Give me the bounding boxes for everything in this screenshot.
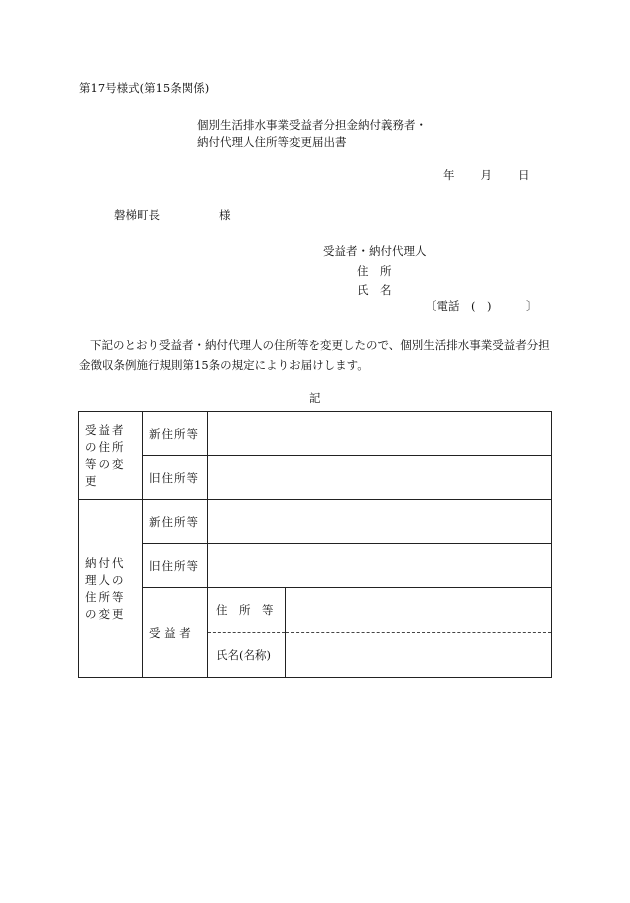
form-number: 第17号様式(第15条関係) [79,81,210,95]
agent-old-address-label: 旧住所等 [143,544,208,588]
beneficiary-old-address-label: 旧住所等 [143,456,208,500]
applicant-address-label: 住 所 [357,264,392,278]
date-day-label: 日 [518,168,530,182]
agent-section-label: 納付代理人の住所等の変更 [79,500,143,678]
addressee-name: 磐梯町長 [114,208,160,222]
agent-old-address-field[interactable] [208,544,552,588]
beneficiary-section-label: 受益者の住所等の変更 [79,412,143,500]
beneficiary-address-field[interactable] [286,588,552,633]
applicant-title: 受益者・納付代理人 [323,244,427,258]
beneficiary-name-field[interactable] [286,633,552,678]
ki-heading: 記 [309,391,321,405]
agent-beneficiary-details [208,588,552,678]
beneficiary-new-address-label: 新住所等 [143,412,208,456]
date-year-label: 年 [443,168,455,182]
change-details-table [78,411,552,678]
beneficiary-old-address-field[interactable] [208,456,552,500]
agent-beneficiary-label: 受 益 者 [143,588,208,678]
notification-body-text: 下記のとおり受益者・納付代理人の住所等を変更したので、個別生活排水事業受益者分担金徴収条例施行規則第15条の規定によりお届けします。 [79,338,550,372]
beneficiary-address-label: 住 所 等 [208,588,286,633]
date-month-label: 月 [480,168,492,182]
beneficiary-new-address-field[interactable] [208,412,552,456]
beneficiary-name-label: 氏名(名称) [208,633,286,678]
document-title-line1: 個別生活排水事業受益者分担金納付義務者・ [197,118,427,132]
applicant-phone-label: 〔電話 ( ) 〕 [425,299,538,313]
date-line [443,167,530,183]
beneficiary-subtable [208,588,551,677]
addressee-honorific: 様 [219,208,231,222]
agent-new-address-field[interactable] [208,500,552,544]
agent-new-address-label: 新住所等 [143,500,208,544]
applicant-name-label: 氏 名 [357,283,392,297]
document-title-line2: 納付代理人住所等変更届出書 [197,135,347,149]
